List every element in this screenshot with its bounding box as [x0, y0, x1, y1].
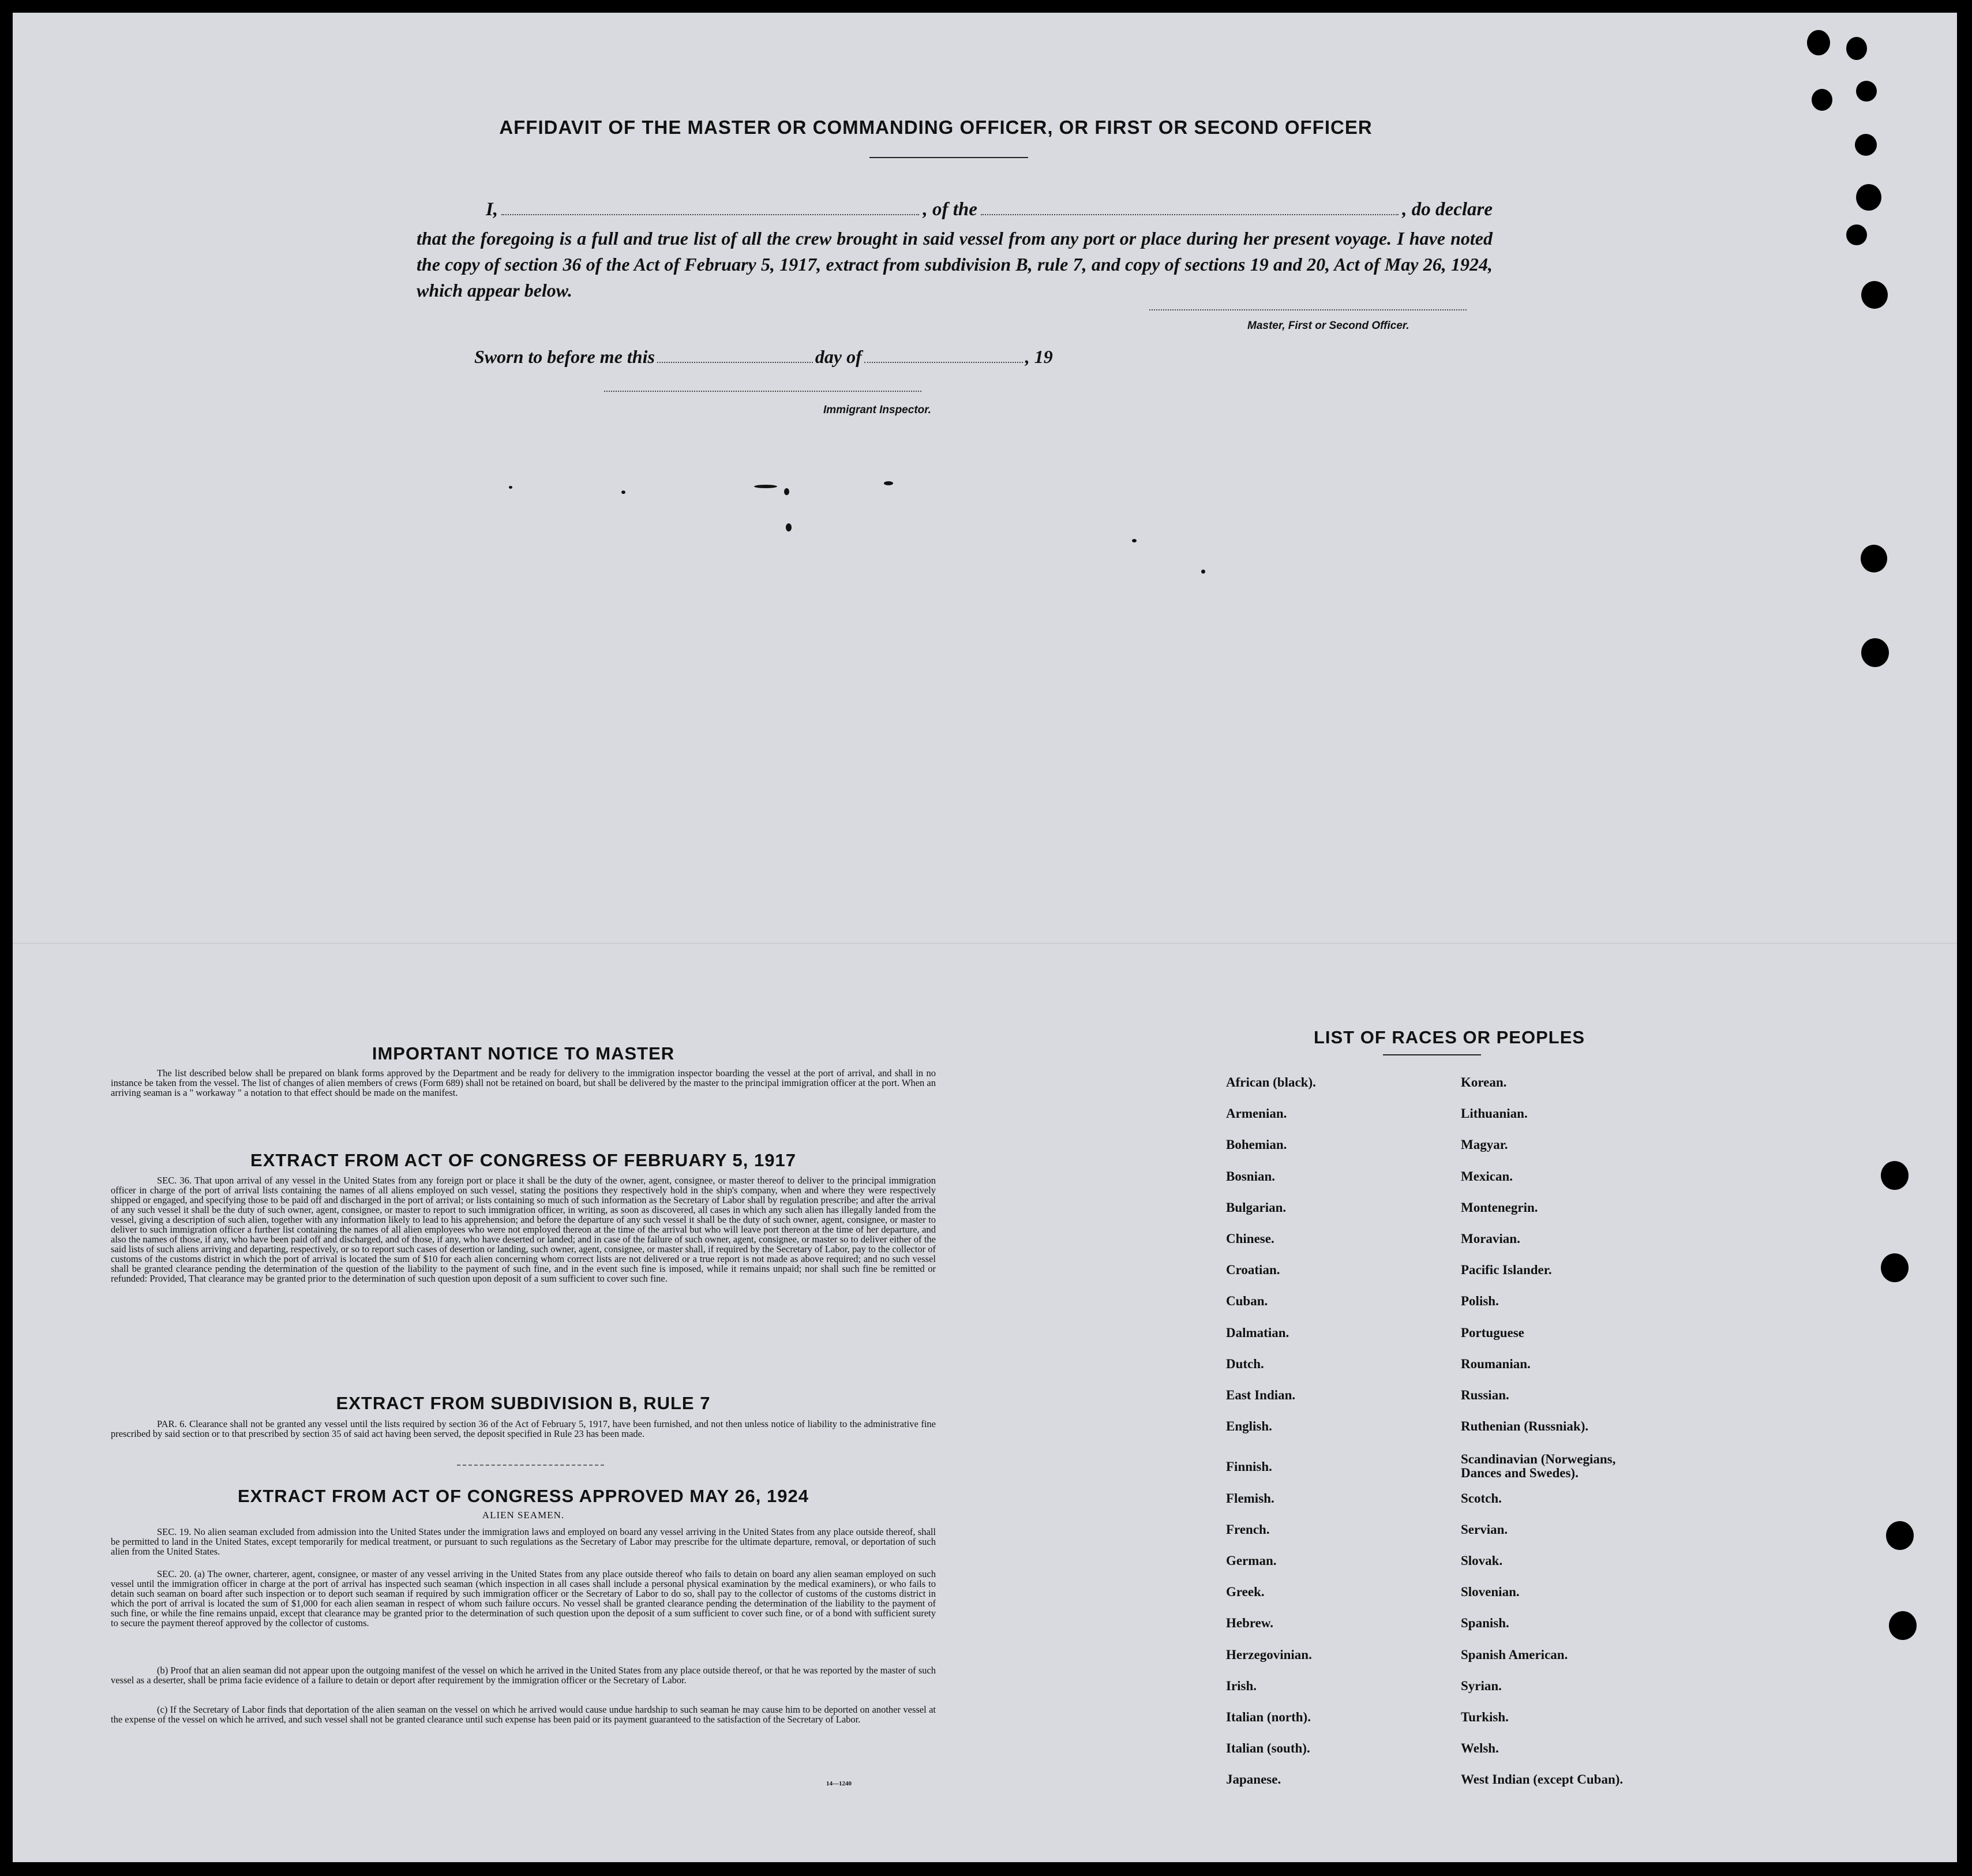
- fold-crease: [13, 943, 1957, 944]
- section-19-text: SEC. 19. No alien seaman excluded from admission into the United States under the immigration laws and employed on board any vessel arriving in the United States from any place outside thereof, shall be permitted to land in the United States, except temporarily for medical treatment, or pursuant to such regulations as the Secretary of Labor may prescribe for the ultimate departure, removal, or deportation of such alien from the United States.: [111, 1526, 936, 1557]
- race-entry-left: French.: [1226, 1522, 1270, 1537]
- race-entry-left: Italian (north).: [1226, 1710, 1311, 1724]
- affidavit-body: that the foregoing is a full and true list of all the crew brought in said vessel from any port or place during her present voyage. I have noted the copy of section 36 of the Act of February 5, 1917, extract from subdivision B, rule 7, and copy of sections 19 and 20, Act of May 26, 1924, which appear below.: [417, 228, 1493, 301]
- master-signature-line: [1149, 309, 1467, 310]
- race-entry-right: Servian.: [1461, 1522, 1508, 1537]
- vessel-prefix: , of the: [923, 199, 977, 220]
- race-entry-left: English.: [1226, 1419, 1272, 1434]
- sworn-prefix: Sworn to before me this: [474, 346, 655, 367]
- extract-1924-subtitle: ALIEN SEAMEN.: [482, 1510, 565, 1521]
- notice-text: The list described below shall be prepared on blank forms approved by the Department and be ready for delivery to the immigration inspector boarding the vessel at the port of arrival, and shall in no instance be taken from the vessel. The list of changes of alien members of crews (Form 689) shall not be retained on board, but shall be delivered by the master to the principal immigration officer at the port. When an arriving seaman is a " workaway " a notation to that effect should be made on the manifest.: [111, 1068, 936, 1098]
- ink-speck: [786, 523, 792, 531]
- race-entry-right: West Indian (except Cuban).: [1461, 1772, 1624, 1787]
- race-entry-left: African (black).: [1226, 1075, 1316, 1089]
- race-entry-right: Korean.: [1461, 1075, 1507, 1089]
- race-entry-left: Hebrew.: [1226, 1616, 1273, 1631]
- punch-hole: [1881, 1161, 1909, 1190]
- punch-hole: [1846, 224, 1867, 245]
- race-entry-left: East Indian.: [1226, 1388, 1296, 1402]
- race-entry-right: Spanish American.: [1461, 1647, 1568, 1662]
- race-entry-left: Japanese.: [1226, 1772, 1281, 1787]
- race-entry-right: Slovak.: [1461, 1553, 1503, 1568]
- sworn-day-of: day of: [815, 346, 862, 367]
- race-entry-left: Irish.: [1226, 1678, 1257, 1693]
- race-entry-right: Russian.: [1461, 1388, 1509, 1402]
- notice-title: IMPORTANT NOTICE TO MASTER: [372, 1043, 675, 1064]
- races-title-underline: [1383, 1054, 1481, 1055]
- punch-hole: [1807, 30, 1830, 55]
- race-entry-left: Armenian.: [1226, 1106, 1287, 1121]
- ink-speck: [509, 486, 512, 489]
- section-20a-text: SEC. 20. (a) The owner, charterer, agent, consignee, or master of any vessel arriving in the United States from any place outside thereof who fails to detain on board any alien seaman employed on such vessel until the immigration officer in charge at the port of arrival has inspected such seaman (which inspection in all cases shall include a personal physical examination by the medical examiners), or who fails to detain such seaman on board after such inspection or to deport such seaman if required by such immigration officer or the Secretary of Labor to do so, shall pay to the collector of customs of the customs district in which the port of arrival is located the sum of $1,000 for each alien seaman in respect of whom such failure occurs. No vessel shall be granted clearance pending the determination of the liability to the payment of such fine, or while the fine remains unpaid, except that clearance may be granted prior to the determination of such question upon the deposit of a sum sufficient to cover such fine, or of a bond with sufficient surety to secure the payment thereof approved by the collector of customs.: [111, 1568, 936, 1628]
- race-entry-left: Greek.: [1226, 1585, 1265, 1600]
- race-entry-left: Herzegovinian.: [1226, 1647, 1312, 1662]
- day-blank: [657, 356, 813, 363]
- punch-hole: [1856, 81, 1877, 102]
- document-page: [13, 13, 1957, 1862]
- form-number: 14—1240: [826, 1780, 852, 1787]
- affidavit-declaration-line: [486, 199, 1493, 220]
- race-entry-right: Magyar.: [1461, 1137, 1508, 1152]
- race-entry-left: Italian (south).: [1226, 1741, 1310, 1756]
- punch-hole: [1861, 281, 1888, 309]
- section-20c-text: (c) If the Secretary of Labor finds that deportation of the alien seaman on the vessel on which he arrived would cause undue hardship to such seaman he may cause him to be deported on another vessel at the expense of the vessel on which he arrived, and such vessel shall not be granted clearance until such expense has been paid or its payment guaranteed to the satisfaction of the Secretary of Labor.: [111, 1704, 936, 1725]
- section-20b-text: (b) Proof that an alien seaman did not appear upon the outgoing manifest of the vessel on which he arrived in the United States from any place outside thereof, or that he was reported by the master of such vessel as a deserter, shall be prima facie evidence of a failure to detain or deport after requirement by the immigration officer or the Secretary of Labor.: [111, 1665, 936, 1686]
- ink-speck: [1201, 570, 1205, 574]
- month-blank: [864, 356, 1023, 363]
- inspector-signature-label: Immigrant Inspector.: [823, 404, 931, 416]
- extract-1917-title: EXTRACT FROM ACT OF CONGRESS OF FEBRUARY 5, 1917: [250, 1150, 796, 1170]
- race-entry-left: Bulgarian.: [1226, 1200, 1287, 1215]
- punch-hole: [1846, 37, 1867, 60]
- race-entry-left: Croatian.: [1226, 1263, 1280, 1278]
- punch-hole: [1855, 134, 1877, 156]
- race-entry-right: Slovenian.: [1461, 1585, 1520, 1600]
- race-entry-right: Moravian.: [1461, 1231, 1520, 1246]
- punch-hole: [1856, 184, 1881, 211]
- punch-hole: [1812, 89, 1832, 111]
- race-entry-right: Scandinavian (Norwegians, Dances and Swedes).: [1461, 1452, 1616, 1481]
- punch-hole: [1889, 1611, 1917, 1640]
- vessel-name-blank: [981, 208, 1399, 215]
- race-entry-left: Flemish.: [1226, 1491, 1274, 1506]
- declare-text: , do declare: [1402, 199, 1493, 220]
- race-entry-left: Bosnian.: [1226, 1169, 1276, 1184]
- race-entry-left: Dalmatian.: [1226, 1325, 1289, 1340]
- inspector-signature-line: [604, 391, 921, 392]
- race-entry-right: Portuguese: [1461, 1325, 1524, 1340]
- ink-speck: [754, 485, 777, 488]
- subdivision-b-text: PAR. 6. Clearance shall not be granted any vessel until the lists required by section 36 of the Act of February 5, 1917, have been furnished, and not then unless notice of liability to the administrative fine prescribed by said section or to that prescribed by section 35 of said act having been served, the deposit specified in Rule 23 has been made.: [111, 1418, 936, 1439]
- extract-1917-text: SEC. 36. That upon arrival of any vessel in the United States from any foreign port or place it shall be the duty of the owner, agent, consignee, or master thereof to deliver to the principal immigration officer in charge of the port of arrival lists containing the names of all aliens employed on such vessel, stating the positions they respectively hold in the ship's company, when and where they were respectively shipped or engaged, and specifying those to be paid off and discharged in the port of arrival; or lists containing so much of such information as the Secretary of Labor shall by regulation prescribe; and after the arrival of any such vessel it shall be the duty of such owner, agent, consignee, or master to report to such immigration officer, in writing, as soon as discovered, all cases in which any such alien has illegally landed from the vessel, giving a description of such alien, together with any information likely to lead to his apprehension; and before the departure of any such vessel it shall be the duty of such owner, agent, consignee, or master to deliver to such immigration officer a further list containing the names of all alien employees who were not employed thereon at the time of the arrival but who will leave port thereon at the time of her departure, and also the names of those, if any, who have been paid off and discharged, and of those, if any, who have deserted or landed; and in case of the failure of such owner, agent, consignee, or master so to deliver either of the said lists of such aliens arriving and departing, respectively, or so to report such cases of desertion or landing, such owner, agent, consignee, or master shall, if required by the Secretary of Labor, pay to the collector of customs of the customs district in which the port of arrival is located the sum of $10 for each alien concerning whom correct lists are not delivered or a true report is not made as above required; and no such vessel shall be granted clearance pending the determination of the question of the liability to the payment of such fine, and in the event such fine is imposed, while it remains unpaid; nor shall such fine be remitted or refunded: Provided, That clearance may be granted prior to the determination of such question upon deposit of a sum sufficient to cover such fine.: [111, 1175, 936, 1284]
- race-entry-right: Roumanian.: [1461, 1356, 1531, 1371]
- race-entry-right: Spanish.: [1461, 1616, 1509, 1631]
- race-entry-right: Mexican.: [1461, 1169, 1513, 1184]
- punch-hole: [1861, 638, 1889, 667]
- races-list-title: LIST OF RACES OR PEOPLES: [1313, 1027, 1585, 1047]
- declarant-prefix: I,: [486, 199, 498, 220]
- punch-hole: [1881, 1253, 1909, 1282]
- sworn-line: [474, 346, 1097, 368]
- ink-speck: [1132, 539, 1137, 542]
- punch-hole: [1861, 545, 1887, 572]
- title-underline: [869, 157, 1028, 158]
- race-entry-right: Polish.: [1461, 1294, 1499, 1309]
- affidavit-title: AFFIDAVIT OF THE MASTER OR COMMANDING OFFICER, OR FIRST OR SECOND OFFICER: [499, 117, 1373, 138]
- race-entry-left: Bohemian.: [1226, 1137, 1287, 1152]
- race-entry-right: Lithuanian.: [1461, 1106, 1528, 1121]
- ink-speck: [621, 490, 625, 494]
- race-entry-left: Finnish.: [1226, 1459, 1272, 1474]
- race-entry-right: Syrian.: [1461, 1678, 1502, 1693]
- race-entry-right: Ruthenian (Russniak).: [1461, 1419, 1589, 1434]
- race-entry-right: Montenegrin.: [1461, 1200, 1538, 1215]
- race-entry-right: Scotch.: [1461, 1491, 1502, 1506]
- section-separator: [457, 1465, 604, 1466]
- race-entry-left: Dutch.: [1226, 1356, 1264, 1371]
- race-entry-right: Welsh.: [1461, 1741, 1499, 1756]
- master-signature-label: Master, First or Second Officer.: [1247, 320, 1409, 332]
- race-entry-right: Pacific Islander.: [1461, 1263, 1552, 1278]
- ink-speck: [784, 488, 789, 495]
- sworn-year: , 19: [1025, 346, 1053, 367]
- race-entry-left: Chinese.: [1226, 1231, 1274, 1246]
- declarant-name-blank: [501, 208, 919, 215]
- race-entry-left: Cuban.: [1226, 1294, 1268, 1309]
- race-entry-right: Turkish.: [1461, 1710, 1509, 1724]
- extract-1924-title: EXTRACT FROM ACT OF CONGRESS APPROVED MAY 26, 1924: [238, 1486, 809, 1506]
- punch-hole: [1886, 1521, 1914, 1550]
- race-entry-left: German.: [1226, 1553, 1277, 1568]
- subdivision-b-title: EXTRACT FROM SUBDIVISION B, RULE 7: [336, 1393, 711, 1413]
- ink-speck: [884, 481, 893, 485]
